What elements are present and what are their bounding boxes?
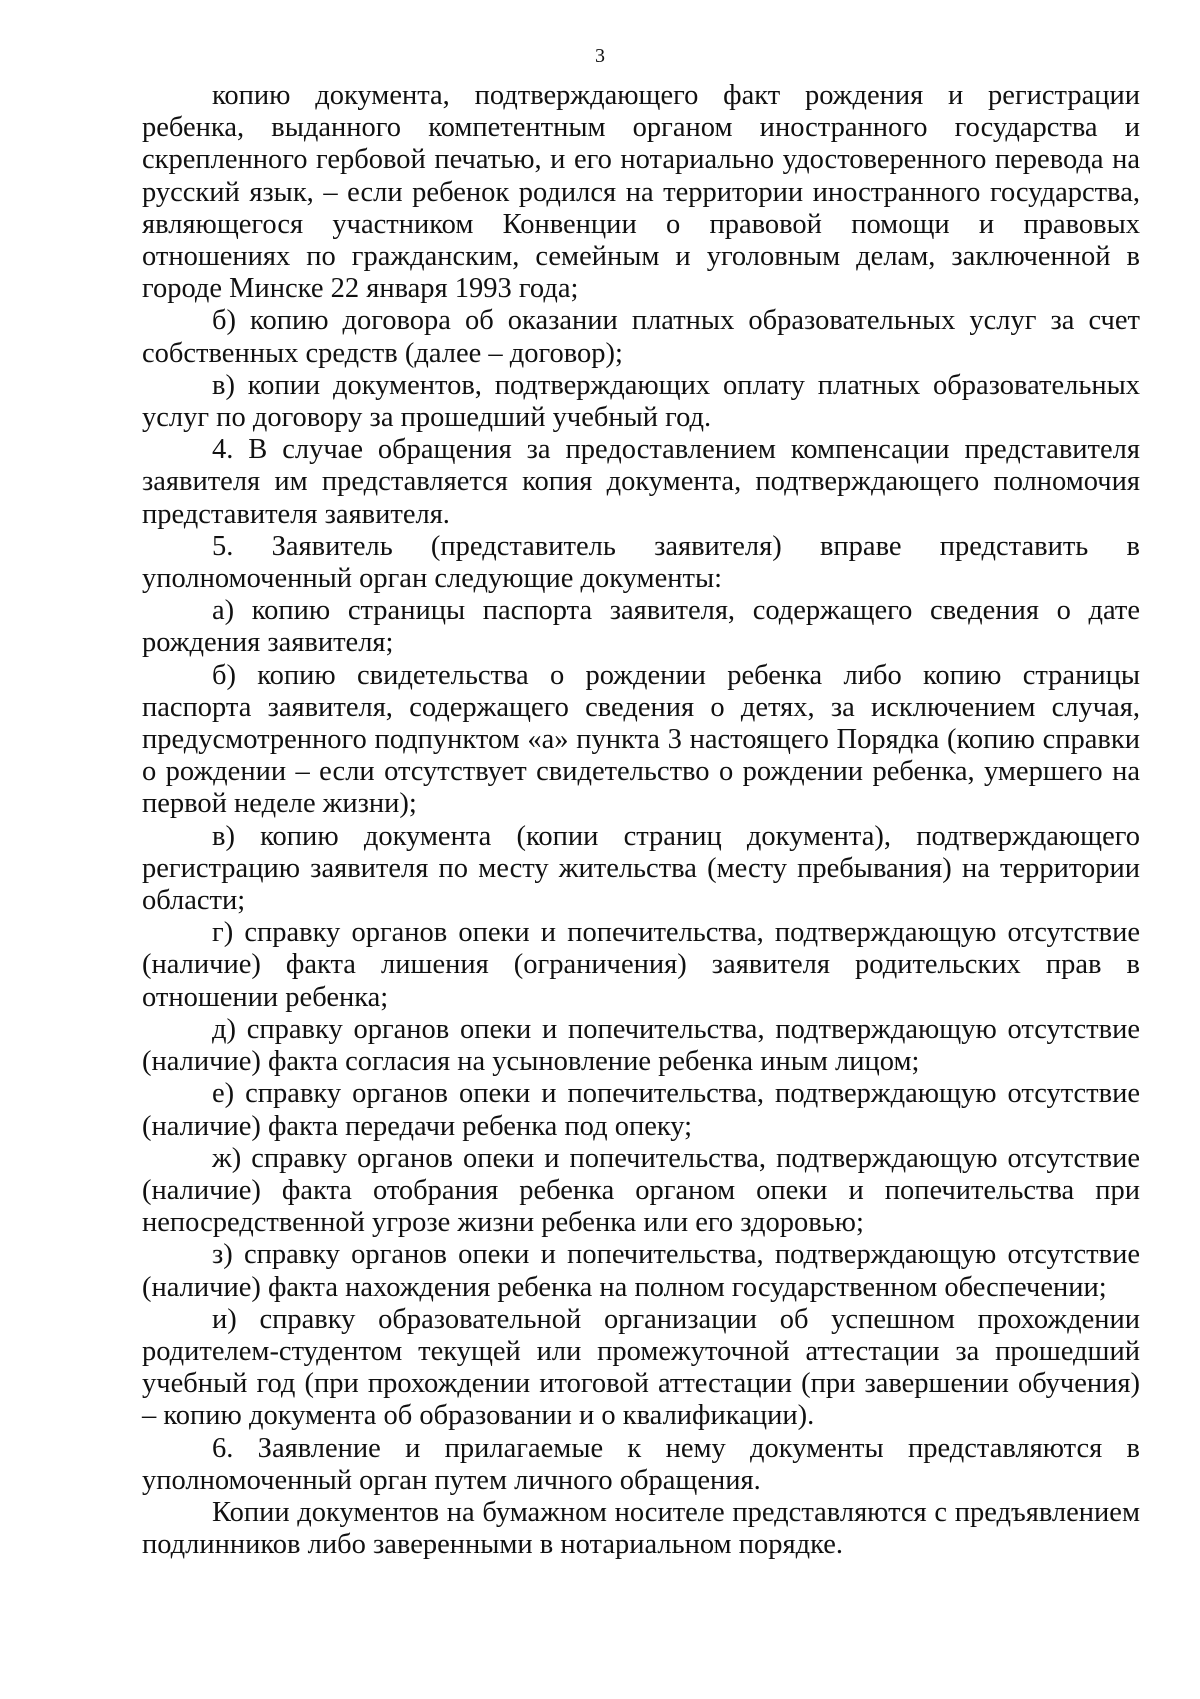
paragraph-item-v-registration: в) копию документа (копии страниц документа), подтверждающего регистрацию заявителя по месту жительства (месту пребывания) на территории области; bbox=[142, 820, 1140, 917]
paragraph-copies-note: Копии документов на бумажном носителе представляются с предъявлением подлинников либо заверенными в нотариальном порядке. bbox=[142, 1496, 1140, 1561]
paragraph-section-6: 6. Заявление и прилагаемые к нему документы представляются в уполномоченный орган путем личного обращения. bbox=[142, 1432, 1140, 1496]
paragraph-section-5: 5. Заявитель (представитель заявителя) вправе представить в уполномоченный орган следующие документы: bbox=[142, 530, 1140, 595]
paragraph-item-g-parental-rights: г) справку органов опеки и попечительства, подтверждающую отсутствие (наличие) факта лишения (ограничения) заявителя родительских прав в отношении ребенка; bbox=[142, 917, 1140, 1013]
paragraph-item-i-education-certificate: и) справку образовательной организации об успешном прохождении родителем-студентом текущей или промежуточной аттестации за прошедший учебный год (при прохождении итоговой аттестации (при завершении обучения) – копию документа об образовании и о квалификации). bbox=[142, 1303, 1140, 1432]
paragraph-section-4: 4. В случае обращения за предоставлением компенсации представителя заявителя им представляется копия документа, подтверждающего полномочия представителя заявителя. bbox=[142, 434, 1140, 530]
paragraph-item-d-adoption: д) справку органов опеки и попечительства, подтверждающую отсутствие (наличие) факта согласия на усыновление ребенка иным лицом; bbox=[142, 1013, 1140, 1078]
paragraph-item-a-passport: а) копию страницы паспорта заявителя, содержащего сведения о дате рождения заявителя; bbox=[142, 595, 1140, 659]
document-body bbox=[142, 80, 1140, 1561]
paragraph-item-z-state-support: з) справку органов опеки и попечительства, подтверждающую отсутствие (наличие) факта нахождения ребенка на полном государственном обеспечении; bbox=[142, 1239, 1140, 1303]
paragraph-item-v-payment: в) копии документов, подтверждающих оплату платных образовательных услуг по договору за прошедший учебный год. bbox=[142, 369, 1140, 434]
paragraph-birth-document-foreign: копию документа, подтверждающего факт рождения и регистрации ребенка, выданного компетентным органом иностранного государства и скрепленного гербовой печатью, и его нотариально удостоверенного перевода на русский язык, – если ребенок родился на территории иностранного государства, являющегося участником Конвенции о правовой помощи и правовых отношениях по гражданским, семейным и уголовным делам, заключенной в городе Минске 22 января 1993 года; bbox=[142, 80, 1140, 305]
paragraph-item-b-contract: б) копию договора об оказании платных образовательных услуг за счет собственных средств (далее – договор); bbox=[142, 305, 1140, 369]
page-number: 3 bbox=[595, 45, 605, 67]
paragraph-item-b-birth-certificate: б) копию свидетельства о рождении ребенка либо копию страницы паспорта заявителя, содержащего сведения о детях, за исключением случая, предусмотренного подпунктом «а» пункта 3 настоящего Порядка (копию справки о рождении – если отсутствует свидетельство о рождении ребенка, умершего на первой неделе жизни); bbox=[142, 659, 1140, 820]
paragraph-item-e-guardianship: е) справку органов опеки и попечительства, подтверждающую отсутствие (наличие) факта передачи ребенка под опеку; bbox=[142, 1078, 1140, 1142]
paragraph-item-zh-removal: ж) справку органов опеки и попечительства, подтверждающую отсутствие (наличие) факта отобрания ребенка органом опеки и попечительства при непосредственной угрозе жизни ребенка или его здоровью; bbox=[142, 1142, 1140, 1239]
